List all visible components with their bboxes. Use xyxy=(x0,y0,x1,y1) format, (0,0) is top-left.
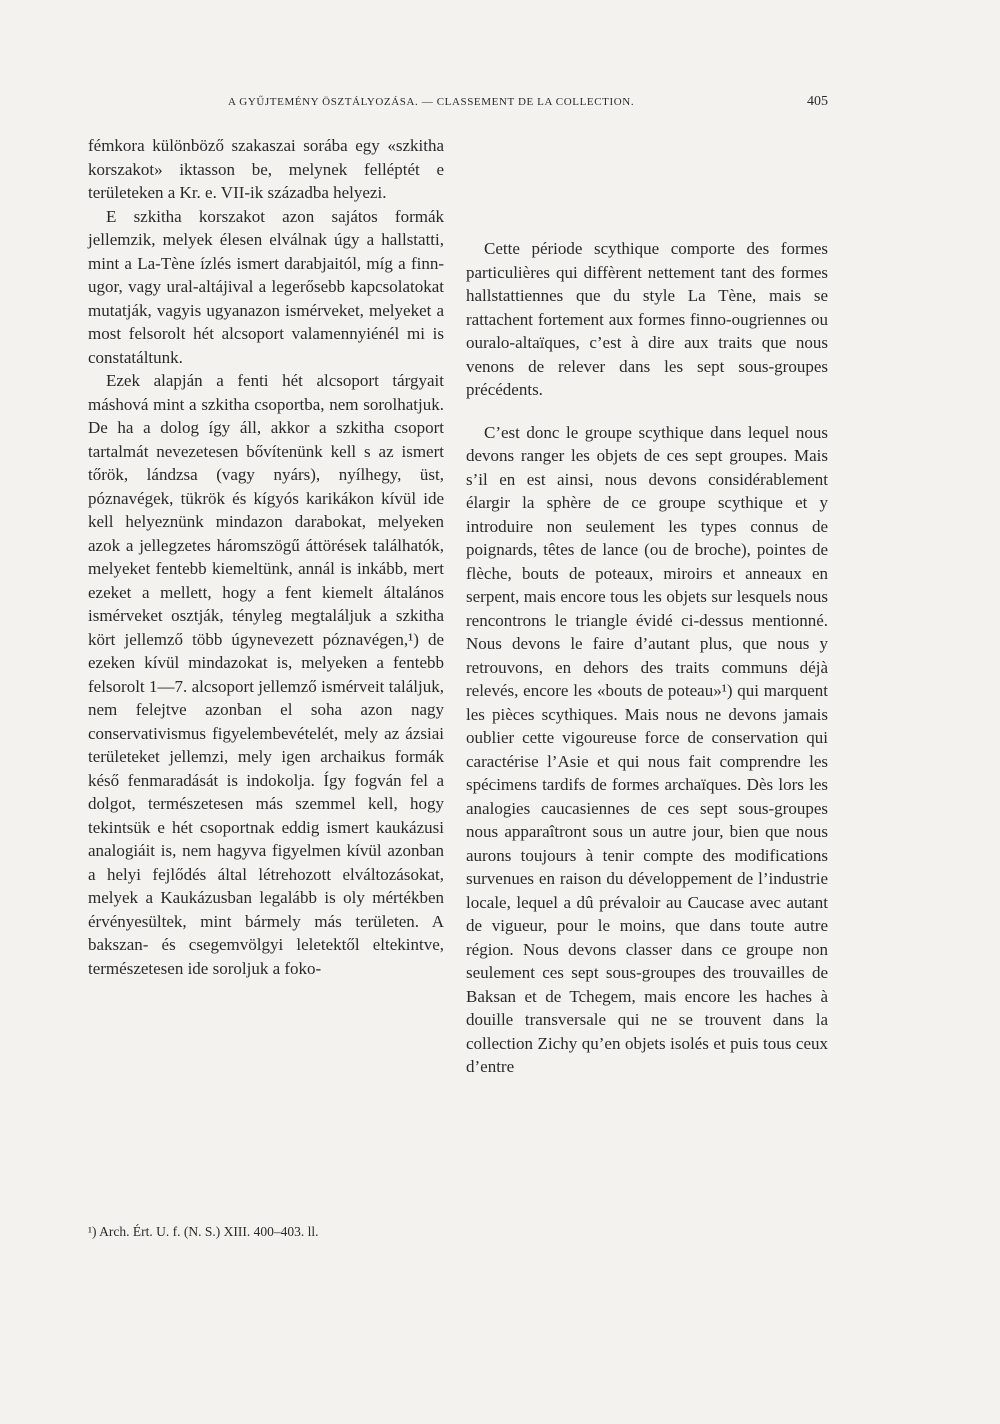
hungarian-text-column xyxy=(88,134,444,980)
paragraph: E szkitha korszakot azon sajátos formák jellemzik, melyek élesen elválnak úgy a hallstatti, mint a La-Tène ízlés ismert darabjaitól, míg a finn-ugor, vagy ural-altájival a legerősebb kapcsolatokat mutatják, vagyis ugyanazon ismérveket, melyeket a most felsorolt hét alcsoport valamennyiénél mi is constatáltunk. xyxy=(88,206,444,367)
running-head: A GYŰJTEMÉNY ÖSZTÁLYOZÁSA. — CLASSEMENT DE LA COLLECTION. xyxy=(228,96,635,108)
paragraph: C’est donc le groupe scythique dans lequel nous devons ranger les objets de ces sept groupes. Mais s’il en est ainsi, nous devons considérablement élargir la sphère de ce groupe scythique et y introduire non seulement les types connus de poignards, têtes de lance (ou de broche), pointes de flèche, bouts de poteaux, miroirs et anneaux en serpent, mais encore tous les objets sur lesquels nous rencontrons le triangle évidé ci-dessus mentionné. Nous devons le faire d’autant plus, que nous y retrouvons, en dehors des traits communs déjà relevés, encore les «bouts de poteau»¹) qui marquent les pièces scythiques. Mais nous ne devons jamais oublier cette vigoureuse force de conservation qui caractérise l’Asie et qui nous fait comprendre les spécimens tardifs de formes archaïques. Dès lors les analogies caucasiennes de ces sept sous-groupes nous apparaîtront sous un autre jour, bien que nous aurons toujours à tenir compte des modifications survenues en raison du développement de l’industrie locale, lequel a dû prévaloir au Caucase avec autant de vigueur, pour le moins, que dans toute autre région. Nous devons classer dans ce groupe non seulement ces sept sous-groupes des trouvailles de Baksan et de Tchegem, mais encore les haches à douille transversale qui ne se trouvent dans la collection Zichy qu’en objets isolés et puis tous ceux d’entre xyxy=(466,422,828,1076)
page-header xyxy=(88,94,828,114)
paragraph: fémkora különböző szakaszai sorába egy «szkitha korszakot» iktasson be, melynek felléptét e területeken a Kr. e. VII-ik századba helyezi. xyxy=(88,136,444,202)
page-number: 405 xyxy=(807,94,828,109)
paragraph: Cette période scythique comporte des formes particulières qui diffèrent nettement tant des formes hallstattiennes que du style La Tène, mais se rattachent fortement aux formes finno-ougriennes ou ouralo-altaïques, c’est à dire aux traits que nous venons de relever dans les sept sous-groupes précédents. xyxy=(466,239,828,399)
footnote: ¹) Arch. Ért. U. f. (N. S.) XIII. 400–403. ll. xyxy=(88,1224,319,1239)
paragraph: Ezek alapján a fenti hét alcsoport tárgyait máshová mint a szkitha csoportba, nem sorolhatjuk. De ha a dolog így áll, akkor a szkitha csoport tartalmát nevezetesen bővítenünk kell s az ismert tőrök, lándzsa (vagy nyárs), nyílhegy, üst, póznavégek, tükrök és kígyós karikákon kívül ide kell helyeznünk mindazon darabokat, melyeken azok a jellegzetes háromszögű áttörések találhatók, melyeket fentebb kiemeltünk, annál is inkább, mert ezeket a mellett, hogy a fent kiemelt általános ismérveket osztják, tényleg megtaláljuk a szkitha kört jellemző több úgynevezett póznavégen,¹) de ezeken kívül mindazokat is, melyeken a fentebb felsorolt 1—7. alcsoport jellemző ismérveit találjuk, nem felejtve azonban el soha azon nagy conservativismus figyelembevételét, mely az ázsiai területeket jellemzi, mely igen archaikus formák késő fenmaradását is indokolja. Így fogván fel a dolgot, természetesen más szemmel kell, hogy tekintsük e hét csoportnak eddig ismert kaukázusi analogiáit is, nem hagyva figyelmen kívül azonban a helyi fejlődés által létrehozott elváltozásokat, melyek a Kaukázusban legalább is oly mértékben érvényesültek, mint bármely más területen. A bakszan- és csegemvölgyi leletektől eltekintve, természetesen ide soroljuk a foko- xyxy=(88,371,444,978)
french-text-column xyxy=(466,237,828,1079)
